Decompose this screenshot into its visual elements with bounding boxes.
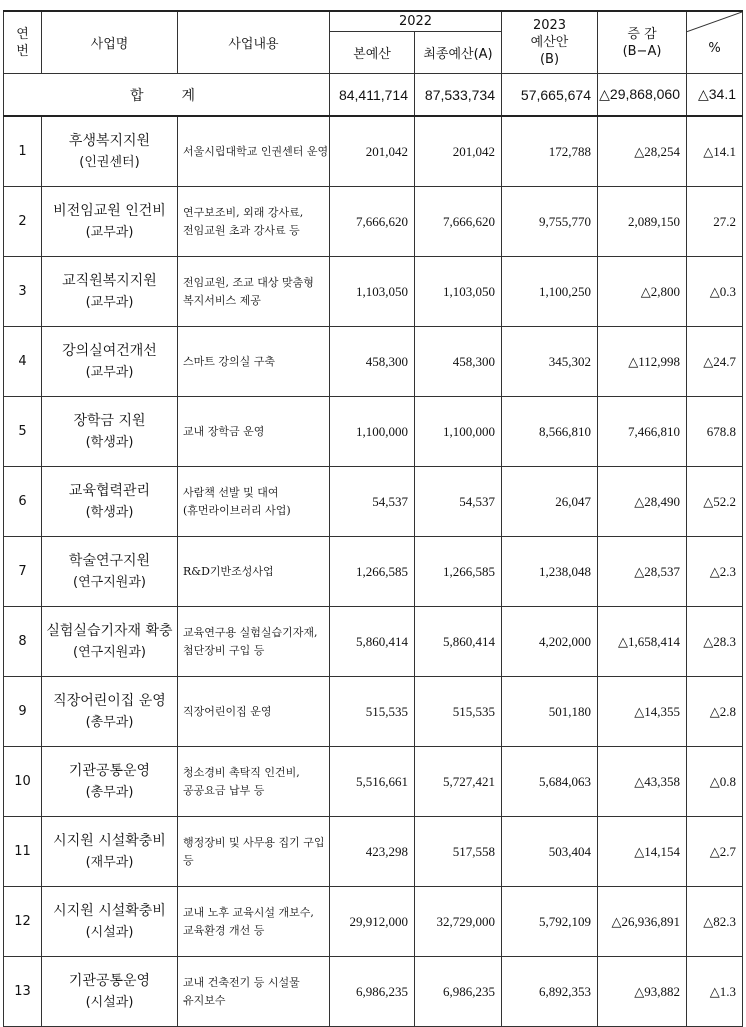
row-final: 32,729,000 [415, 887, 502, 957]
row-budget-2023: 501,180 [502, 677, 598, 747]
row-dept: (총무과) [85, 714, 134, 730]
row-desc [178, 397, 330, 467]
row-desc-line: 직장어린이집 운영 [183, 704, 272, 718]
row-name [42, 467, 178, 537]
table-row [4, 467, 743, 537]
total-change: △29,868,060 [598, 74, 687, 117]
table-row [4, 677, 743, 747]
row-desc [178, 257, 330, 327]
row-change: △28,537 [598, 537, 687, 607]
row-desc-line: 전임교원, 조교 대상 맞춤형 [183, 275, 314, 289]
row-change: △43,358 [598, 747, 687, 817]
row-name-text: 실험실습기자재 확충 [46, 622, 173, 639]
total-final: 87,533,734 [415, 74, 502, 117]
row-change: △2,800 [598, 257, 687, 327]
row-desc-line: R&D기반조성사업 [183, 564, 274, 578]
row-desc [178, 677, 330, 747]
row-dept: (시설과) [85, 924, 134, 940]
row-final: 515,535 [415, 677, 502, 747]
row-desc-line: (휴먼라이브러리 사업) [183, 503, 291, 517]
row-original: 458,300 [330, 327, 415, 397]
row-budget-2023: 6,892,353 [502, 957, 598, 1027]
row-dept: (인권센터) [79, 154, 140, 170]
row-pct: △14.1 [687, 116, 743, 187]
row-pct: △2.3 [687, 537, 743, 607]
row-desc [178, 887, 330, 957]
row-name [42, 747, 178, 817]
total-budget-2023: 57,665,674 [502, 74, 598, 117]
row-desc [178, 747, 330, 817]
row-dept: (재무과) [85, 854, 134, 870]
row-original: 6,986,235 [330, 957, 415, 1027]
row-desc-line: 교육환경 개선 등 [183, 923, 265, 937]
total-row [4, 74, 743, 117]
header-final: 최종예산(A) [415, 32, 502, 74]
table-row [4, 187, 743, 257]
header-change-formula: (B−A) [622, 43, 662, 59]
row-name-text: 학술연구지원 [68, 552, 151, 569]
table-row [4, 747, 743, 817]
row-name-text: 시지원 시설확충비 [53, 832, 166, 849]
row-desc [178, 467, 330, 537]
row-desc-line: 행정장비 및 사무용 집기 구입 등 [183, 835, 325, 867]
row-no: 8 [4, 607, 42, 677]
total-pct: △34.1 [687, 74, 743, 117]
row-original: 1,100,000 [330, 397, 415, 467]
row-change: △26,936,891 [598, 887, 687, 957]
row-original: 29,912,000 [330, 887, 415, 957]
header-name: 사업명 [42, 11, 178, 74]
row-dept: (연구지원과) [73, 644, 146, 660]
row-dept: (교무과) [85, 224, 134, 240]
row-desc-line: 사람책 선발 및 대여 [183, 485, 279, 499]
row-final: 1,103,050 [415, 257, 502, 327]
row-desc-line: 연구보조비, 외래 강사료, [183, 205, 304, 219]
row-pct: △0.3 [687, 257, 743, 327]
header-budget-2023 [502, 11, 598, 74]
table-row [4, 537, 743, 607]
row-name [42, 397, 178, 467]
header-pct-label: % [708, 41, 721, 56]
row-desc-line: 교내 노후 교육시설 개보수, [183, 905, 314, 919]
row-final: 1,266,585 [415, 537, 502, 607]
row-final: 517,558 [415, 817, 502, 887]
table-row [4, 327, 743, 397]
row-desc [178, 537, 330, 607]
row-desc-line: 첨단장비 구입 등 [183, 643, 265, 657]
row-name [42, 537, 178, 607]
row-change: 2,089,150 [598, 187, 687, 257]
row-change: △28,254 [598, 116, 687, 187]
row-no: 10 [4, 747, 42, 817]
row-original: 5,516,661 [330, 747, 415, 817]
row-name-text: 기관공통운영 [68, 762, 151, 779]
row-original: 201,042 [330, 116, 415, 187]
row-no: 11 [4, 817, 42, 887]
row-desc [178, 957, 330, 1027]
row-pct: △28.3 [687, 607, 743, 677]
row-dept: (시설과) [85, 994, 134, 1010]
row-name-text: 시지원 시설확충비 [53, 902, 166, 919]
row-final: 54,537 [415, 467, 502, 537]
row-name-text: 직장어린이집 운영 [53, 692, 166, 709]
header-budget-2023-code: (B) [539, 52, 560, 67]
row-name-text: 교육협력관리 [68, 482, 151, 499]
row-change: △112,998 [598, 327, 687, 397]
header-change [598, 11, 687, 74]
row-pct: △0.8 [687, 747, 743, 817]
row-pct: △24.7 [687, 327, 743, 397]
row-budget-2023: 8,566,810 [502, 397, 598, 467]
row-name-text: 비전임교원 인건비 [53, 202, 166, 219]
row-desc [178, 187, 330, 257]
row-name-text: 기관공통운영 [68, 972, 151, 989]
header-pct [687, 11, 743, 74]
table-row [4, 957, 743, 1027]
row-original: 7,666,620 [330, 187, 415, 257]
row-pct: △2.7 [687, 817, 743, 887]
row-change: △28,490 [598, 467, 687, 537]
row-no: 9 [4, 677, 42, 747]
row-no: 5 [4, 397, 42, 467]
row-budget-2023: 9,755,770 [502, 187, 598, 257]
header-original: 본예산 [330, 32, 415, 74]
row-change: 7,466,810 [598, 397, 687, 467]
row-name [42, 677, 178, 747]
row-name [42, 257, 178, 327]
row-name [42, 187, 178, 257]
row-name [42, 817, 178, 887]
row-dept: (연구지원과) [73, 574, 146, 590]
row-pct: △1.3 [687, 957, 743, 1027]
row-budget-2023: 503,404 [502, 817, 598, 887]
row-dept: (교무과) [85, 294, 134, 310]
row-dept: (총무과) [85, 784, 134, 800]
header-change-label: 증 감 [627, 26, 657, 42]
row-name-text: 강의실여건개선 [62, 342, 157, 359]
row-desc-line: 스마트 강의실 구축 [183, 354, 276, 368]
row-desc-line: 청소경비 촉탁직 인건비, [183, 765, 300, 779]
row-no: 13 [4, 957, 42, 1027]
row-change: △14,355 [598, 677, 687, 747]
row-name [42, 327, 178, 397]
row-final: 201,042 [415, 116, 502, 187]
row-final: 6,986,235 [415, 957, 502, 1027]
row-dept: (학생과) [85, 504, 134, 520]
row-original: 54,537 [330, 467, 415, 537]
row-name-text: 후생복지지원 [68, 132, 151, 149]
table-row [4, 257, 743, 327]
header-year-2022: 2022 [330, 11, 502, 32]
row-change: △93,882 [598, 957, 687, 1027]
row-no: 2 [4, 187, 42, 257]
row-desc [178, 607, 330, 677]
table-row [4, 607, 743, 677]
row-desc-line: 복지서비스 제공 [183, 293, 261, 307]
row-desc-line: 전임교원 초과 강사료 등 [183, 223, 300, 237]
row-name [42, 116, 178, 187]
row-dept: (교무과) [85, 364, 134, 380]
row-final: 458,300 [415, 327, 502, 397]
header-budget-2023-year: 2023 [532, 18, 567, 33]
row-pct: △52.2 [687, 467, 743, 537]
row-no: 4 [4, 327, 42, 397]
row-name-text: 장학금 지원 [73, 412, 146, 429]
total-original: 84,411,714 [330, 74, 415, 117]
row-final: 7,666,620 [415, 187, 502, 257]
row-change: △14,154 [598, 817, 687, 887]
row-original: 1,266,585 [330, 537, 415, 607]
row-no: 12 [4, 887, 42, 957]
row-pct: △82.3 [687, 887, 743, 957]
row-pct: 678.8 [687, 397, 743, 467]
row-budget-2023: 172,788 [502, 116, 598, 187]
row-no: 7 [4, 537, 42, 607]
row-original: 515,535 [330, 677, 415, 747]
row-budget-2023: 345,302 [502, 327, 598, 397]
row-desc-line: 서울시립대학교 인권센터 운영 [183, 144, 329, 158]
row-final: 5,860,414 [415, 607, 502, 677]
row-pct: 27.2 [687, 187, 743, 257]
header-no: 연 번 [4, 11, 42, 74]
row-original: 423,298 [330, 817, 415, 887]
row-desc [178, 817, 330, 887]
table-row [4, 397, 743, 467]
row-name [42, 887, 178, 957]
row-budget-2023: 1,238,048 [502, 537, 598, 607]
row-desc-line: 유지보수 [183, 993, 226, 1007]
row-name [42, 607, 178, 677]
row-budget-2023: 5,684,063 [502, 747, 598, 817]
row-original: 1,103,050 [330, 257, 415, 327]
table-row [4, 887, 743, 957]
total-label: 합계 [4, 74, 330, 117]
row-desc-line: 교내 장학금 운영 [183, 424, 265, 438]
row-original: 5,860,414 [330, 607, 415, 677]
budget-table [3, 10, 743, 1027]
row-desc [178, 327, 330, 397]
row-budget-2023: 4,202,000 [502, 607, 598, 677]
row-no: 6 [4, 467, 42, 537]
row-change: △1,658,414 [598, 607, 687, 677]
header-budget-2023-label: 예산안 [530, 35, 569, 50]
row-final: 1,100,000 [415, 397, 502, 467]
row-no: 3 [4, 257, 42, 327]
row-desc-line: 공공요금 납부 등 [183, 783, 265, 797]
row-desc [178, 116, 330, 187]
row-desc-line: 교육연구용 실험실습기자재, [183, 625, 318, 639]
row-budget-2023: 5,792,109 [502, 887, 598, 957]
row-pct: △2.8 [687, 677, 743, 747]
header-desc: 사업내용 [178, 11, 330, 74]
table-row [4, 817, 743, 887]
row-budget-2023: 1,100,250 [502, 257, 598, 327]
row-budget-2023: 26,047 [502, 467, 598, 537]
row-dept: (학생과) [85, 434, 134, 450]
row-final: 5,727,421 [415, 747, 502, 817]
table-row [4, 116, 743, 187]
row-name [42, 957, 178, 1027]
row-no: 1 [4, 116, 42, 187]
row-desc-line: 교내 건축전기 등 시설물 [183, 975, 300, 989]
row-name-text: 교직원복지지원 [62, 272, 157, 289]
